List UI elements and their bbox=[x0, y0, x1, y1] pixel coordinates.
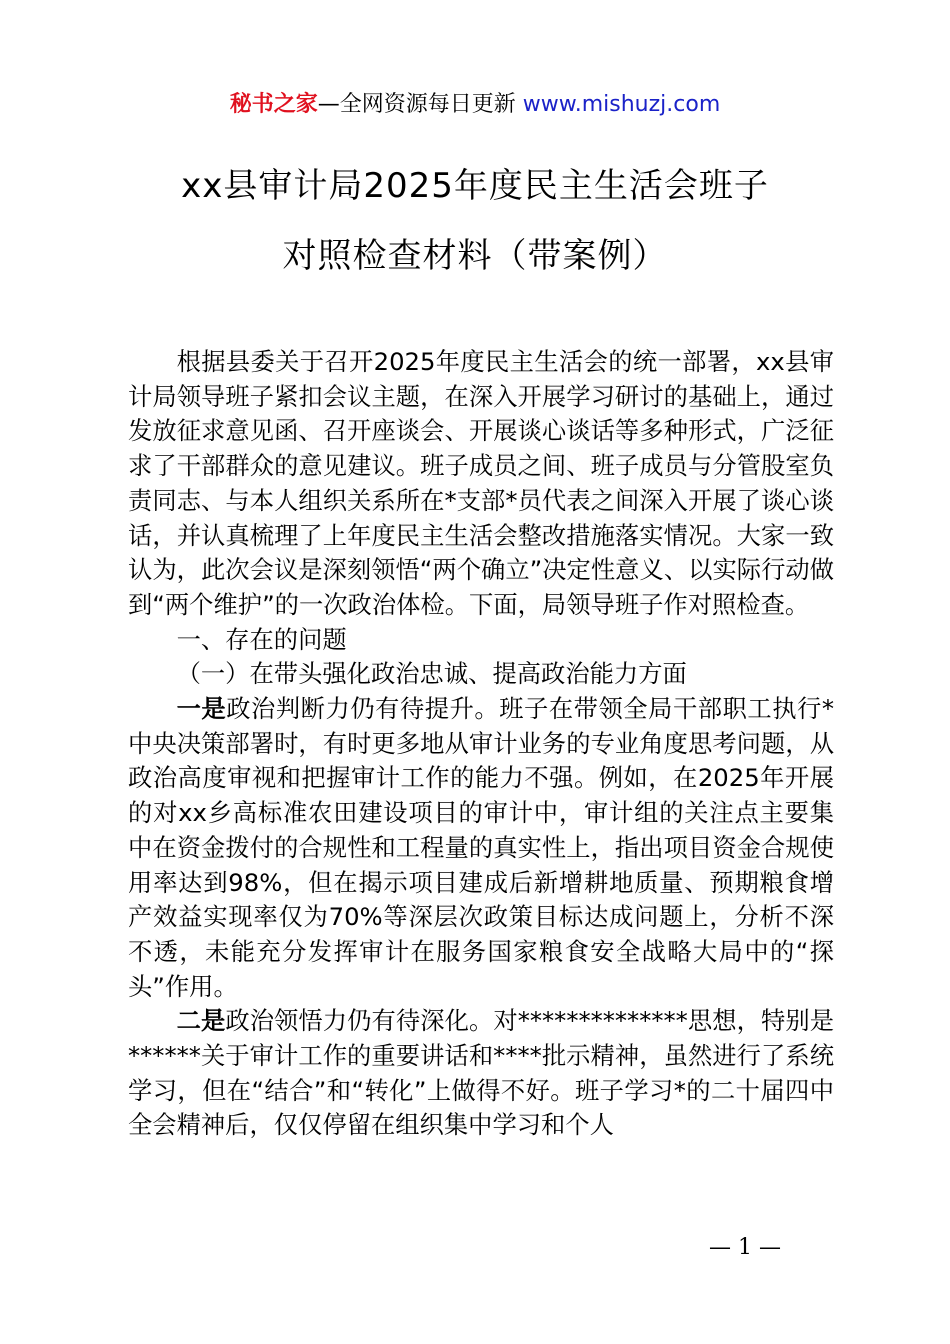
point-lead-2: 二是 bbox=[176, 1006, 226, 1036]
point-text-2: 政治领悟力仍有待深化。对**************思想，特别是******关于审计工作的重要讲话和****批示精神，虽然进行了系统学习，但在“结合”和“转化”上做得不好。班子学习*的二十届四中全会精神后，仅仅停留在组织集中学习和个人 bbox=[128, 1006, 834, 1140]
point-paragraph-2 bbox=[128, 1004, 834, 1143]
title-line-1: xx县审计局2025年度民主生活会班子 bbox=[181, 166, 769, 206]
site-url-link[interactable]: www.mishuzj.com bbox=[522, 92, 721, 117]
subsection-heading: （一）在带头强化政治忠诚、提高政治能力方面 bbox=[176, 659, 687, 689]
page-number: — 1 — bbox=[709, 1235, 781, 1260]
brand-name: 秘书之家 bbox=[229, 92, 318, 117]
document-title bbox=[0, 160, 950, 282]
section-heading: 一、存在的问题 bbox=[176, 624, 347, 654]
site-header bbox=[0, 88, 950, 122]
document-body bbox=[128, 345, 834, 1143]
point-lead-1: 一是 bbox=[176, 694, 227, 724]
title-line-2: 对照检查材料（带案例） bbox=[282, 236, 668, 276]
intro-paragraph: 根据县委关于召开2025年度民主生活会的统一部署，xx县审计局领导班子紧扣会议主题，在深入开展学习研讨的基础上，通过发放征求意见函、召开座谈会、开展谈心谈话等多种形式，广泛征求了干部群众的意见建议。班子成员之间、班子成员与分管股室负责同志、与本人组织关系所在*支部*员代表之间深入开展了谈心谈话，并认真梳理了上年度民主生活会整改措施落实情况。大家一致认为，此次会议是深刻领悟“两个确立”决定性意义、以实际行动做到“两个维护”的一次政治体检。下面，局领导班子作对照检查。 bbox=[128, 347, 834, 619]
point-paragraph-1 bbox=[128, 692, 834, 1004]
header-tagline: —全网资源每日更新 bbox=[317, 92, 523, 117]
point-text-1: 政治判断力仍有待提升。班子在带领全局干部职工执行*中央决策部署时，有时更多地从审计业务的专业角度思考问题，从政治高度审视和把握审计工作的能力不强。例如，在2025年开展的对xx乡高标准农田建设项目的审计中，审计组的关注点主要集中在资金拨付的合规性和工程量的真实性上，指出项目资金合规使用率达到98%，但在揭示项目建成后新增耕地质量、预期粮食增产效益实现率仅为70%等深层次政策目标达成问题上，分析不深不透，未能充分发挥审计在服务国家粮食安全战略大局中的“探头”作用。 bbox=[128, 694, 834, 1001]
